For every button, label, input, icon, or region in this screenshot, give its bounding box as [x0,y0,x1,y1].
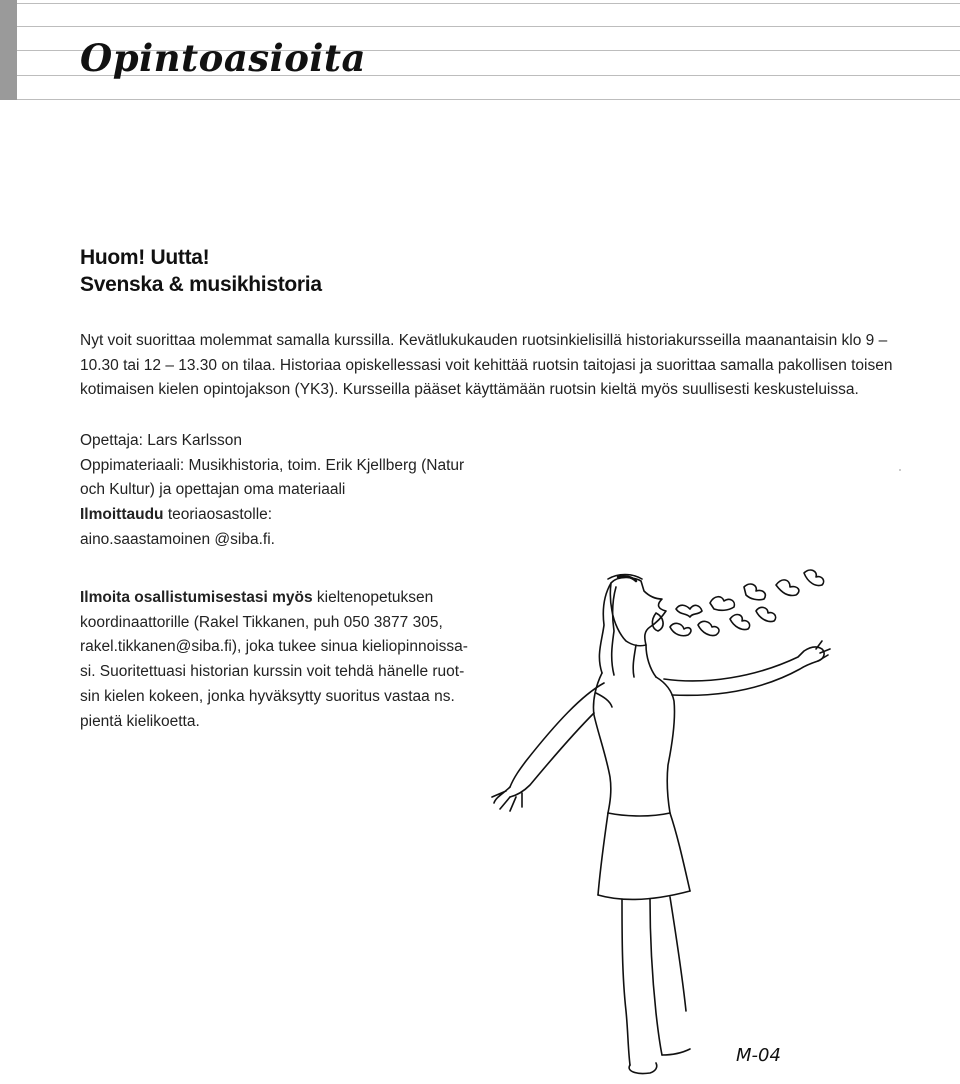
page-title: Opintoasioita [80,36,366,80]
intro-line: 10.30 tai 12 – 13.30 on tilaa. Historiaa opiskellessasi voit kehittää ruotsin taitojasi ja suorittaa samalla pakollisen toisen [80,356,893,374]
note-emphasis: Ilmoita osallistumisestasi myös [80,589,313,606]
note-line: koordinaattorille (Rakel Tikkanen, puh 050 3877 305, [80,613,443,631]
intro-paragraph [80,329,910,403]
note-line: si. Suoritettuasi historian kurssin voit tehdä hänelle ruot- [80,663,465,681]
ruled-line [17,26,960,27]
ruled-line [17,99,960,100]
header-accent-bar [0,0,17,100]
language-note [80,586,475,734]
headline-course: Svenska & musikhistoria [80,273,322,296]
note-line [80,586,475,611]
register-target: teoriaosastolle: [163,506,273,524]
intro-line: kotimaisen kielen opintojakson (YK3). Kursseilla pääset käyttämään ruotsin kieltä myös suullisesti keskusteluissa. [80,381,859,399]
note-line: rakel.tikkanen@siba.fi), joka tukee sinua kieliopinnoissa- [80,638,468,656]
page-header [0,0,960,102]
registration-info [80,503,480,528]
headline-news: Huom! Uutta! [80,246,210,269]
register-label: Ilmoittaudu [80,506,164,524]
note-line: pientä kielikoetta. [80,712,200,730]
note-line-rest: kieltenopetuksen [312,589,434,606]
teacher-info: Opettaja: Lars Karlsson [80,432,242,449]
intro-line: Nyt voit suorittaa molemmat samalla kurssilla. Kevätlukukauden ruotsinkielisillä historiakursseilla maanantaisin klo 9 – [80,332,888,349]
artist-signature: M-04 [736,1045,781,1066]
singing-woman-illustration [486,565,860,1079]
course-info [80,429,480,553]
stray-mark [899,469,901,471]
material-info: och Kultur) ja opettajan oma materiaali [80,481,346,499]
material-info: Oppimateriaali: Musikhistoria, toim. Erik Kjellberg (Natur [80,456,465,474]
registration-email[interactable]: aino.saastamoinen @siba.fi. [80,530,275,548]
note-line: sin kielen kokeen, jonka hyväksytty suoritus vastaa ns. [80,687,455,705]
ruled-line [17,3,960,4]
